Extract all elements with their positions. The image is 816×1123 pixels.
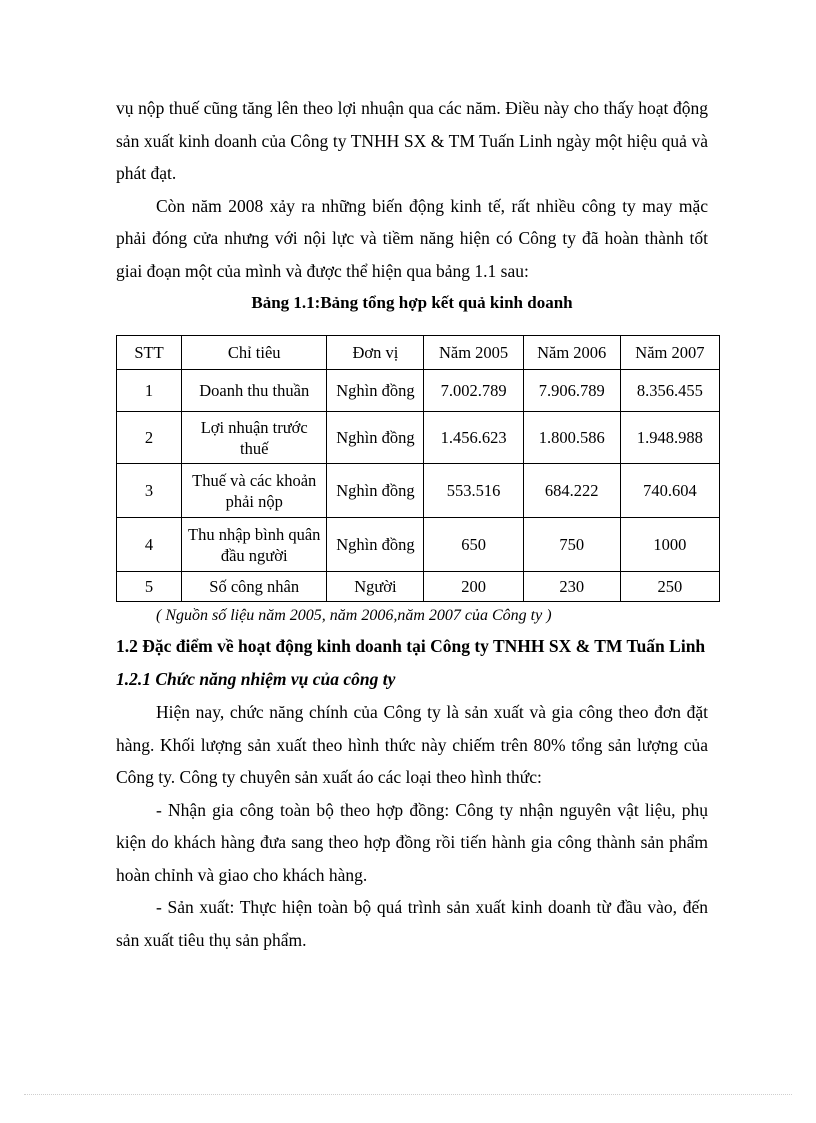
cell-unit: Nghìn đồng: [327, 412, 424, 464]
table-row: [117, 412, 720, 464]
cell-unit: Nghìn đồng: [327, 464, 424, 518]
cell-2005: 200: [424, 572, 523, 602]
cell-indicator: Lợi nhuận trước thuế: [182, 412, 327, 464]
section-heading: 1.2 Đặc điểm về hoạt động kinh doanh tại Công ty TNHH SX & TM Tuấn Linh: [116, 636, 706, 656]
header-unit: Đơn vị: [327, 336, 424, 370]
cell-2007: 740.604: [620, 464, 719, 518]
table-row: [117, 518, 720, 572]
cell-unit: Người: [327, 572, 424, 602]
cell-stt: 1: [117, 370, 182, 412]
cell-stt: 5: [117, 572, 182, 602]
cell-2007: 1.948.988: [620, 412, 719, 464]
page-content: [116, 92, 708, 956]
paragraph-main-function: Hiện nay, chức năng chính của Công ty là sản xuất và gia công theo đơn đặt hàng. Khối lượng sản xuất theo hình thức này chiếm trên 80% tổng sản lượng của Công ty. Công ty chuyên sản xuất áo các loại theo hình thức:: [116, 702, 708, 787]
header-2007: Năm 2007: [620, 336, 719, 370]
cell-2005: 7.002.789: [424, 370, 523, 412]
cell-2005: 1.456.623: [424, 412, 523, 464]
table-header-row: [117, 336, 720, 370]
subsection-heading: 1.2.1 Chức năng nhiệm vụ của công ty: [116, 669, 396, 689]
cell-unit: Nghìn đồng: [327, 518, 424, 572]
cell-2007: 250: [620, 572, 719, 602]
header-stt: STT: [117, 336, 182, 370]
table-caption: Bảng 1.1:Bảng tổng hợp kết quả kinh doanh: [251, 293, 573, 312]
paragraph-outsourcing: - Nhận gia công toàn bộ theo hợp đồng: Công ty nhận nguyên vật liệu, phụ kiện do khách hàng đưa sang theo hợp đồng rồi tiến hành gia công thành sản phẩm hoàn chỉnh và giao cho khách hàng.: [116, 799, 708, 885]
cell-2005: 650: [424, 518, 523, 572]
cell-indicator: Thuế và các khoản phải nộp: [182, 464, 327, 518]
cell-unit: Nghìn đồng: [327, 370, 424, 412]
cell-2006: 750: [523, 518, 620, 572]
cell-stt: 2: [117, 412, 182, 464]
table-row: [117, 572, 720, 602]
cell-2007: 1000: [620, 518, 719, 572]
cell-2007: 8.356.455: [620, 370, 719, 412]
table-row: [117, 370, 720, 412]
cell-indicator: Số công nhân: [182, 572, 327, 602]
table-source-note: ( Nguồn số liệu năm 2005, năm 2006,năm 2007 của Công ty ): [156, 607, 552, 624]
header-indicator: Chỉ tiêu: [182, 336, 327, 370]
page-bottom-divider: [24, 1094, 792, 1095]
paragraph-production: - Sản xuất: Thực hiện toàn bộ quá trình sản xuất kinh doanh từ đầu vào, đến sản xuất tiêu thụ sản phẩm.: [116, 897, 708, 950]
cell-stt: 3: [117, 464, 182, 518]
header-2005: Năm 2005: [424, 336, 523, 370]
cell-2006: 7.906.789: [523, 370, 620, 412]
cell-2006: 230: [523, 572, 620, 602]
paragraph-profit-tax: vụ nộp thuế cũng tăng lên theo lợi nhuận qua các năm. Điều này cho thấy hoạt động sản xuất kinh doanh của Công ty TNHH SX & TM Tuấn Linh ngày một hiệu quả và phát đạt.: [116, 98, 708, 183]
cell-stt: 4: [117, 518, 182, 572]
cell-indicator: Doanh thu thuần: [182, 370, 327, 412]
cell-2005: 553.516: [424, 464, 523, 518]
paragraph-2008-economy: Còn năm 2008 xảy ra những biến động kinh tế, rất nhiều công ty may mặc phải đóng cửa nhưng với nội lực và tiềm năng hiện có Công ty đã hoàn thành tốt giai đoạn một của mình và được thể hiện qua bảng 1.1 sau:: [116, 195, 708, 281]
table-row: [117, 464, 720, 518]
header-2006: Năm 2006: [523, 336, 620, 370]
cell-2006: 1.800.586: [523, 412, 620, 464]
business-results-table: [116, 335, 720, 602]
cell-indicator: Thu nhập bình quân đầu người: [182, 518, 327, 572]
cell-2006: 684.222: [523, 464, 620, 518]
